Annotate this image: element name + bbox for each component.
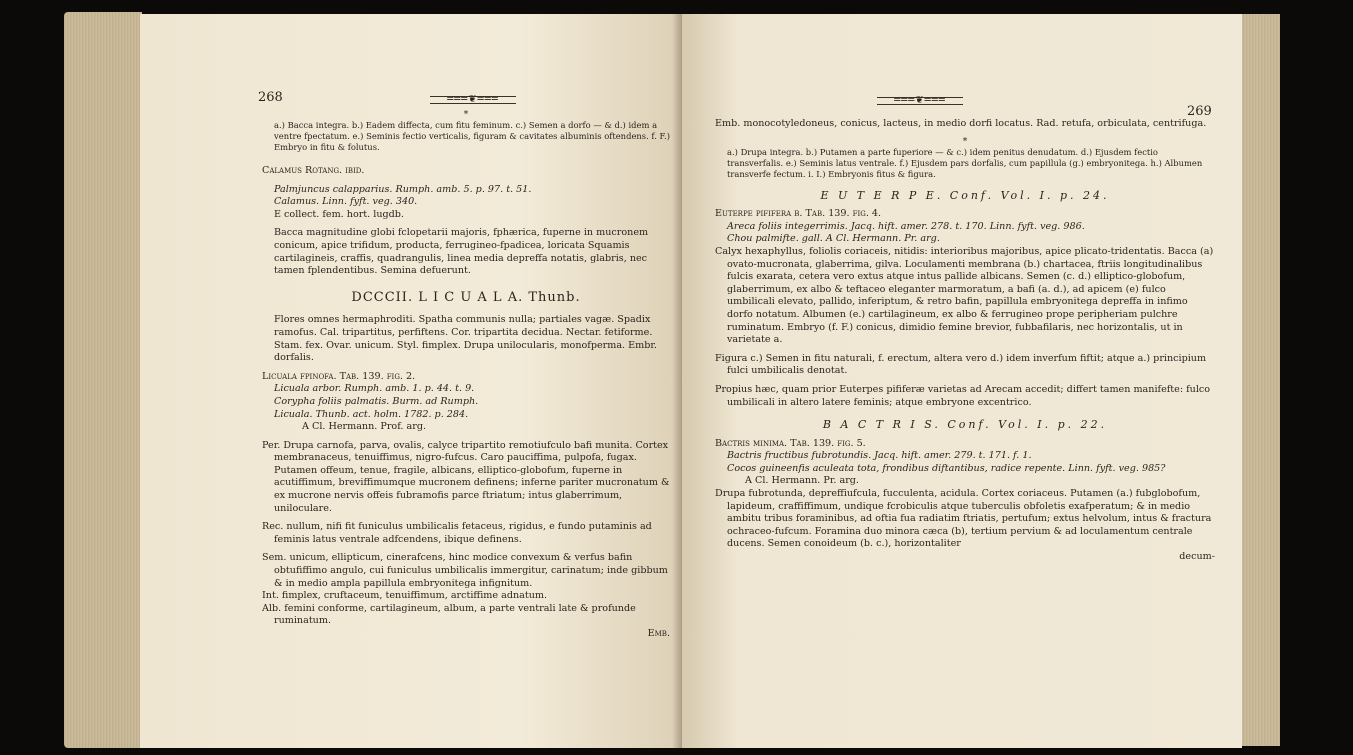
calamus-title: Calamus Rotang. ibid. xyxy=(262,165,365,176)
comparison-note: Propius hæc, quam prior Euterpes pififeræ varietas ad Arecam accedit; differt tamen manifefte: fulco umbilicali in altero latere feminis; atque embryone excentrico. xyxy=(715,383,1211,408)
integument-description: Int. fimplex, cruftaceum, tenuiffimum, arctiffime adnatum. xyxy=(262,590,548,602)
reference-line: Bactris fructibus fubrotundis. Jacq. hift. amer. 279. t. 171. f. 1. xyxy=(727,450,1032,462)
reference-line: Palmjuncus calapparius. Rumph. amb. 5. p. 97. t. 51. xyxy=(274,183,532,195)
figure-description: Figura c.) Semen in fitu naturali, f. erectum, altera vero d.) idem inverfum fiftit; atque a.) principium fulci umbilicalis denotat. xyxy=(715,352,1207,377)
footnote-star: * xyxy=(463,110,469,120)
header-ornament: ═══❦═══ xyxy=(877,97,963,105)
page-edges-right xyxy=(1240,14,1280,746)
reference-line: A Cl. Hermann. Pr. arg. xyxy=(745,475,859,487)
drupe-description: Drupa fubrotunda, depreffiufcula, fucculenta, acidula. Cortex coriaceus. Putamen (a.) fubglobofum, lapideum, craffiffimum, undique fcrobiculis atque tuberculis obfoletis exafperatum; & in medio ambitu tribus foraminibus, ad oftia fua radiatim ftriatis, pertufum; extus helvolum, intus & fractura ochraceo-fufcum. Foramina duo minora cæca (b), tertium pervium & ad loculamentum centrale ducens. Semen conoideum (b. c.), horizontaliter xyxy=(715,488,1212,550)
embryo-description: Emb. monocotyledoneus, conicus, lacteus, in medio dorfi locatus. Rad. retufa, orbiculata, centrifuga. xyxy=(715,118,1207,129)
calyx-description: Calyx hexaphyllus, foliolis coriaceis, nitidis: interioribus majoribus, apice plicato-tridentatis. Bacca (a) ovato-mucronata, glaberrima, gilva. Loculamenti membrana (b.) chartacea, ftriis longitudinalibus fulcis exarata, cetera vero extus atque intus pallide albicans. Semen (c. d.) elliptico-globofum, glaberrimum, ex albo & teftaceo eleganter marmoratum, a bafi (a. d.), ad apicem (e) fulco umbilicali elevato, pallido, inferiptum, & retro bafin, papillula embryonitega depreffa in infimo dorfo notatum. Albumen (e.) cartilagineum, ex albo & ferrugineo prope peripheriam pulchre ruminatum. Embryo (f. F.) conicus, dimidio femine brevior, fubbafilaris, nec horizontalis, ut in varietate a. xyxy=(715,245,1214,346)
pericarp-description: Per. Drupa carnofa, parva, ovalis, calyce tripartito remotiufculo bafi munita. Cortex membranaceus, tenuiffimus, nigro-fufcus. Caro pauciffima, pulpofa, fugax. Putamen offeum, tenue, fragile, albicans, elliptico-globofum, fuperne in acutiffimum, breviffimumque mucronem definens; inferne pariter mucronatum & ex mucrone nervis offeis fubramofis parce ftriatum; intus glaberrimum, uniloculare. xyxy=(262,439,670,514)
catchword: decum- xyxy=(1179,551,1215,563)
left-page xyxy=(140,14,682,748)
footnote-star: * xyxy=(962,136,968,147)
genus-heading: DCCCII. L I C U A L A. Thunb. xyxy=(351,289,581,305)
reference-line: Corypha foliis palmatis. Burm. ad Rumph. xyxy=(274,395,479,407)
albumen-description: Alb. femini conforme, cartilagineum, album, a parte ventrali late & profunde ruminatum. xyxy=(262,602,636,627)
page-number: 269 xyxy=(1187,104,1212,119)
species-title: Licuala fpinofa. Tab. 139. fig. 2. xyxy=(262,370,416,382)
header-ornament: ═══❦═══ xyxy=(430,96,516,104)
right-page xyxy=(682,14,1242,748)
right-page-text xyxy=(715,96,1215,564)
reference-line: Cocos guineenfis aculeata tota, frondibus diftantibus, radice repente. Linn. fyft. veg. 985? xyxy=(727,462,1166,474)
catchword: Emb. xyxy=(647,628,670,639)
reference-line: Licuala. Thunb. act. holm. 1782. p. 284. xyxy=(274,408,469,420)
receptacle-description: Rec. nullum, nifi fit funiculus umbilicalis fetaceus, rigidus, e fundo putaminis ad feminis latus ventrale adfcendens, ibique definens. xyxy=(262,521,652,545)
reference-line: Licuala arbor. Rumph. amb. 1. p. 44. t. 9. xyxy=(274,383,475,395)
reference-line: A Cl. Hermann. Prof. arg. xyxy=(302,421,427,433)
reference-line: Calamus. Linn. fyft. veg. 340. xyxy=(274,196,418,208)
species-title: Euterpe pififera β. Tab. 139. fig. 4. xyxy=(715,208,882,220)
reference-line: Areca foliis integerrimis. Jacq. hift. amer. 278. t. 170. Linn. fyft. veg. 986. xyxy=(727,220,1085,232)
footnote: a.) Bacca integra. b.) Eadem diffecta, cum fitu feminum. c.) Semen a dorfo — & d.) idem a ventre fpectatum. e.) Seminis fectio verticalis, figuram & cavitates albuminis oftendens. f. F.) Embryo in fitu & folutus. xyxy=(274,120,670,152)
genus-description: Flores omnes hermaphroditi. Spatha communis nulla; partiales vagæ. Spadix ramofus. Cal. tripartitus, perfiftens. Cor. tripartita decidua. Nectar. fetiforme. Stam. fex. Ovar. unicum. Styl. fimplex. Drupa unilocularis, monofperma. Embr. dorfalis. xyxy=(274,314,657,364)
species-title: Bactris minima. Tab. 139. fig. 5. xyxy=(715,437,866,449)
genus-heading: E U T E R P E. Conf. Vol. I. p. 24. xyxy=(820,188,1110,202)
reference-line: E collect. fem. hort. lugdb. xyxy=(274,208,404,220)
page-edges-left xyxy=(64,12,142,748)
page-number: 268 xyxy=(258,90,283,105)
footnote: a.) Drupa integra. b.) Putamen a parte fuperiore — & c.) idem penitus denudatum. d.) Ejusdem fectio transverfalis. e.) Seminis latus ventrale. f.) Ejusdem pars dorfalis, cum papillula (g.) embryonitega. h.) Albumen transverfe fectum. i. I.) Embryonis fitus & figura. xyxy=(727,146,1203,179)
reference-line: Chou palmifte. gall. A Cl. Hermann. Pr. arg. xyxy=(727,233,940,245)
genus-heading: B A C T R I S. Conf. Vol. I. p. 22. xyxy=(822,418,1108,432)
calamus-description: Bacca magnitudine globi fclopetarii majoris, fphærica, fuperne in mucronem conicum, apice trifidum, producta, ferrugineo-fpadicea, loricata Squamis cartilagineis, craffis, quadrangulis, linea media depreffa notatis, glabris, nec tamen fplendentibus. Semina defuerunt. xyxy=(274,227,649,277)
left-page-text xyxy=(262,82,670,641)
seed-description: Sem. unicum, ellipticum, cinerafcens, hinc modice convexum & verfus bafin obtufiffimo angulo, cui funiculus umbilicalis immergitur, carinatum; inde gibbum & in medio ampla papillula embryonitega infignitum. xyxy=(262,552,668,589)
